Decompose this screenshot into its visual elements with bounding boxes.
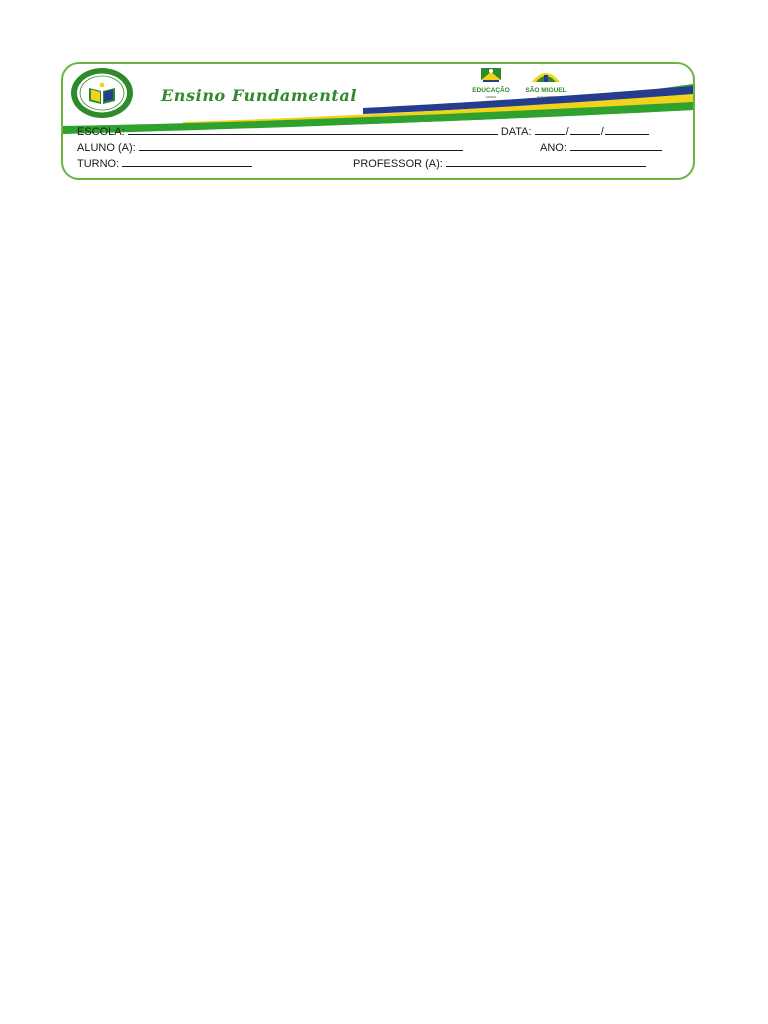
escola-label: ESCOLA: xyxy=(77,126,125,138)
date-year-field[interactable] xyxy=(605,125,649,135)
header-card xyxy=(61,62,695,180)
sao-miguel-logo xyxy=(522,66,570,100)
form-row-aluno xyxy=(77,141,463,154)
date-day-field[interactable] xyxy=(535,125,565,135)
sao-miguel-emblem-icon xyxy=(522,66,570,86)
aluno-field[interactable] xyxy=(139,141,463,151)
professor-label: PROFESSOR (A): xyxy=(353,158,443,170)
form-row-ano xyxy=(540,141,662,154)
escola-field[interactable] xyxy=(128,125,498,135)
turno-field[interactable] xyxy=(122,157,252,167)
form-row-professor xyxy=(353,157,646,170)
page-title: Ensino Fundamental xyxy=(161,86,358,105)
school-seal-icon xyxy=(69,66,135,120)
form-row-escola xyxy=(77,125,649,138)
educacao-logo-label: EDUCAÇÃO xyxy=(472,87,510,94)
sao-miguel-logo-sub: DOS MATOS xyxy=(537,95,555,99)
date-separator-2: / xyxy=(600,126,604,138)
turno-label: TURNO: xyxy=(77,158,120,170)
educacao-logo xyxy=(467,66,515,100)
aluno-label: ALUNO (A): xyxy=(77,142,136,154)
sao-miguel-logo-label: SÃO MIGUEL xyxy=(525,87,567,94)
educacao-emblem-icon xyxy=(467,66,515,86)
date-separator-1: / xyxy=(565,126,569,138)
professor-field[interactable] xyxy=(446,157,646,167)
ano-field[interactable] xyxy=(570,141,662,151)
educacao-logo-sub: SEMED xyxy=(485,95,497,99)
data-label: DATA: xyxy=(500,126,532,138)
form-row-turno xyxy=(77,157,252,170)
ano-label: ANO: xyxy=(540,142,567,154)
date-month-field[interactable] xyxy=(570,125,600,135)
